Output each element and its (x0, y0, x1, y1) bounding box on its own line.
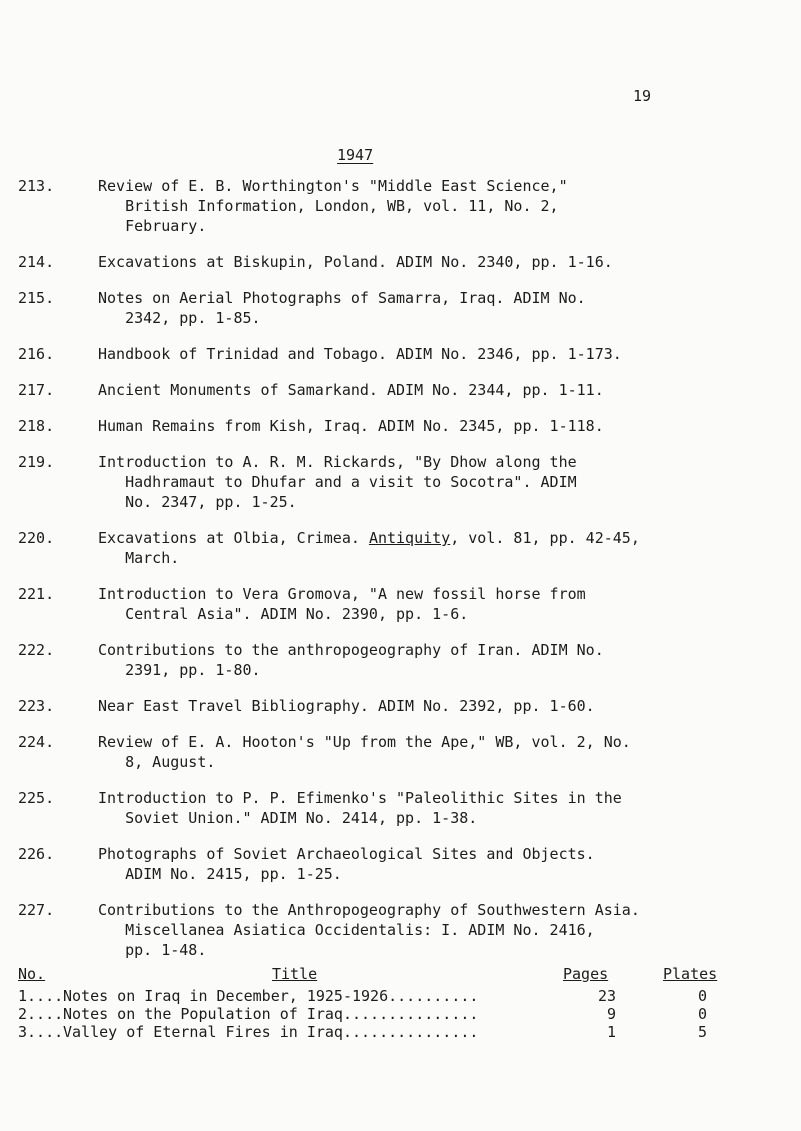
entry-number: 219. (18, 453, 55, 471)
entry-line: Soviet Union." ADIM No. 2414, pp. 1-38. (98, 809, 478, 827)
entry-line: Photographs of Soviet Archaeological Sites and Objects. (98, 845, 595, 863)
entry-line: No. 2347, pp. 1-25. (98, 493, 297, 511)
entry-line: 2342, pp. 1-85. (98, 309, 261, 327)
entry-number: 222. (18, 641, 55, 659)
entry-line: Contributions to the anthropogeography of Iran. ADIM No. (98, 641, 604, 659)
entry-line: Introduction to A. R. M. Rickards, "By Dhow along the (98, 453, 577, 471)
header-title: Title (272, 965, 318, 983)
entry-line: Near East Travel Bibliography. ADIM No. 2392, pp. 1-60. (98, 697, 595, 715)
entry-item (18, 528, 798, 568)
entry-item (18, 176, 798, 236)
row-pages: 1 (607, 1023, 617, 1041)
header-pages: Pages (563, 965, 609, 983)
entry-line: 8, August. (98, 753, 216, 771)
row-title: Notes on Iraq in December, 1925-1926.......... (63, 987, 479, 1005)
entry-line: March. (98, 549, 180, 567)
entry-item (18, 900, 798, 960)
row-title: Valley of Eternal Fires in Iraq............... (63, 1023, 479, 1041)
row-pages: 9 (607, 1005, 617, 1023)
entry-text (98, 844, 788, 884)
entry-line: ADIM No. 2415, pp. 1-25. (98, 865, 342, 883)
journal-title: Antiquity (368, 529, 451, 547)
entry-number: 213. (18, 177, 55, 195)
entry-item (18, 696, 798, 716)
entry-number: 221. (18, 585, 55, 603)
entry-line: Review of E. B. Worthington's "Middle East Science," (98, 177, 568, 195)
entry-number: 227. (18, 901, 55, 919)
entry-text (98, 640, 788, 680)
row-no: 3.... (18, 1023, 64, 1041)
entry-item (18, 380, 798, 400)
entry-line: Introduction to P. P. Efimenko's "Paleolithic Sites in the (98, 789, 622, 807)
entry-text (98, 696, 788, 716)
entry-line: Contributions to the Anthropogeography of Southwestern Asia. (98, 901, 640, 919)
entry-text (98, 344, 788, 364)
row-plates: 5 (698, 1023, 708, 1041)
entry-number: 215. (18, 289, 55, 307)
year-heading: 1947 (337, 146, 374, 164)
entry-number: 224. (18, 733, 55, 751)
table-row (18, 987, 738, 1005)
entry-item (18, 584, 798, 624)
entry-line: Ancient Monuments of Samarkand. ADIM No. 2344, pp. 1-11. (98, 381, 604, 399)
row-title: Notes on the Population of Iraq............... (63, 1005, 479, 1023)
entry-line: British Information, London, WB, vol. 11, No. 2, (98, 197, 559, 215)
entry-number: 218. (18, 417, 55, 435)
entry-line: Excavations at Olbia, Crimea. Antiquity, vol. 81, pp. 42-45, (98, 529, 640, 547)
entry-number: 216. (18, 345, 55, 363)
entry-item (18, 416, 798, 436)
entry-number: 220. (18, 529, 55, 547)
entry-line: 2391, pp. 1-80. (98, 661, 261, 679)
row-plates: 0 (698, 987, 708, 1005)
entry-text (98, 416, 788, 436)
entry-text (98, 900, 788, 960)
entry-item (18, 732, 798, 772)
entry-item (18, 788, 798, 828)
entry-number: 217. (18, 381, 55, 399)
entry-line: Excavations at Biskupin, Poland. ADIM No. 2340, pp. 1-16. (98, 253, 613, 271)
entry-text (98, 452, 788, 512)
entry-line: Hadhramaut to Dhufar and a visit to Socotra". ADIM (98, 473, 577, 491)
entry-line: Handbook of Trinidad and Tobago. ADIM No. 2346, pp. 1-173. (98, 345, 622, 363)
entry-line: Review of E. A. Hooton's "Up from the Ape," WB, vol. 2, No. (98, 733, 631, 751)
entry-item (18, 844, 798, 884)
entry-number: 226. (18, 845, 55, 863)
entry-line: pp. 1-48. (98, 941, 207, 959)
entry-item (18, 288, 798, 328)
entry-line: Miscellanea Asiatica Occidentalis: I. ADIM No. 2416, (98, 921, 595, 939)
entry-item (18, 252, 798, 272)
entry-text (98, 252, 788, 272)
entry-line: Central Asia". ADIM No. 2390, pp. 1-6. (98, 605, 469, 623)
entry-text (98, 732, 788, 772)
entry-item (18, 640, 798, 680)
entry-text (98, 528, 788, 568)
entry-item (18, 452, 798, 512)
entry-text (98, 788, 788, 828)
table-row (18, 1023, 738, 1041)
entry-line: February. (98, 217, 207, 235)
entry-number: 214. (18, 253, 55, 271)
entry-text (98, 584, 788, 624)
row-no: 1.... (18, 987, 64, 1005)
entry-text (98, 288, 788, 328)
entry-item (18, 344, 798, 364)
entry-number: 223. (18, 697, 55, 715)
header-no: No. (18, 965, 46, 983)
page-number: 19 (633, 87, 652, 105)
entry-number: 225. (18, 789, 55, 807)
plates-table (18, 965, 738, 1041)
row-no: 2.... (18, 1005, 64, 1023)
entry-list (18, 176, 798, 976)
table-row (18, 1005, 738, 1023)
entry-text (98, 380, 788, 400)
row-plates: 0 (698, 1005, 708, 1023)
header-plates: Plates (663, 965, 718, 983)
entry-line: Notes on Aerial Photographs of Samarra, Iraq. ADIM No. (98, 289, 586, 307)
table-header (18, 965, 738, 987)
entry-text (98, 176, 788, 236)
entry-line: Introduction to Vera Gromova, "A new fossil horse from (98, 585, 586, 603)
row-pages: 23 (598, 987, 617, 1005)
entry-line: Human Remains from Kish, Iraq. ADIM No. 2345, pp. 1-118. (98, 417, 604, 435)
